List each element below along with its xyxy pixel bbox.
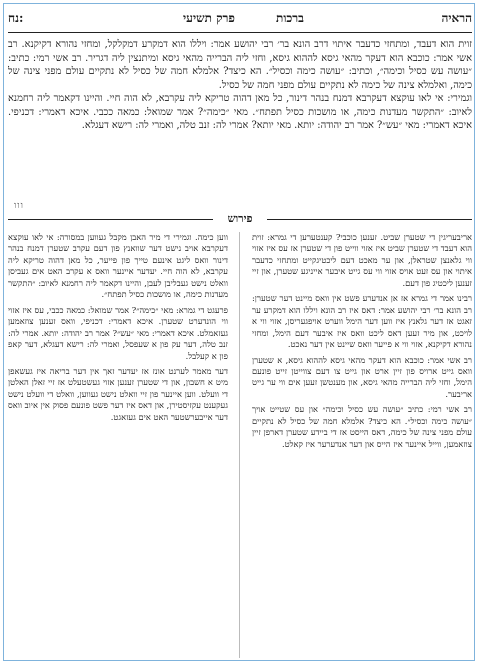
main-text-block	[8, 38, 472, 196]
commentary-paragraph: ווען כימה. וגמירי די מיר האבן מקבל געווען במסורה: אי לאו עוקצא דעקרבא אויב נישט דער שוואנץ פון דעם עקרב שטערן דמנח בנהר דינור וואס ליגט אינעם טייך פון פייער, כל מאן דהוה טריקא ליה עקרבא, לא הוה חיי. יעדער איינער וואס א עקרב האט אים געביסן וואלט נישט געבליבן לעבן, והיינו דקאמר ליה רחמנא לאיוב: ״התקשר מעדנות כימה, או מושכות כסיל תפתח״.	[8, 232, 228, 300]
column-divider	[239, 232, 240, 658]
main-text-paragraph: וגמירי: אי לאו עוקצא דעקרבא דמנח בנהר דינור, כל מאן דהוה טריקא ליה עקרבא, לא הוה חיי. והיינו דקאמר ליה רחמנא לאיוב: ״התקשר מעדנות כימה, או מושכות כסיל תפתח״. מאי ״כימה״? אמר שמואל: כמאה ככבי. איכא דאמרי: דכניפי. איכא דאמרי: מאי ״עש״? אמר רב יהודה: יותא. מאי יותא? אמרי לה: זנב טלה, ואמרי לה: רישא דעגלא.	[8, 93, 472, 131]
commentary-paragraph: רב אשי אמר: כוכבא הוא דעקר מהאי גיסא לההוא גיסא, א שטערן וואס גייט ארויס פון זיין ארט און גייט צו דעם צווייטן זייט פונעם הימל, וחזי ליה הברייה מהאי גיסא, און מענטשן זעען אים ווי ער גייט אריבער.	[252, 354, 472, 399]
commentary-title: פירוש	[227, 212, 253, 225]
commentary-right-column	[252, 232, 472, 658]
commentary-heading	[8, 210, 472, 228]
tractate-name: ברכות	[276, 11, 304, 25]
commentary-paragraph: אריבעריגין די שטערן שביט. זענען כוכבי? קענטערען די גמרא: זוית הוא דעבד די שטערן שביט איז אזוי ווייט פון די שטערן אז עס איז אזוי ווי גלאנצן שטראלן, און ער מאכט דעם ליכטיגקייט ומתחזי כדעבר איתוי און עס זעט אויס אזוי ווי עס גייט איבער אייניגע שטערן, און זיי זענען ליכטיג פון דעם.	[252, 232, 472, 288]
running-header	[8, 8, 472, 33]
section-end-mark: ווו	[14, 201, 24, 211]
main-text-paragraph: זוית הוא דעבד, ומתחזי כדעבר איתוי דרב הונא בר׳ רבי יהושע אמר: ויללו הוא דמקרע דמקלקל, ומחזי נהורא דקיקנא. רב אשי אמר: כוכבא הוא דעקר מהאי גיסא לההוא גיסא, וחזי ליה הברייה מהאי גיסא ומיתנצין ליה דגריר. רב אשי רמי: כתיב: ״עושה עש כסיל וכימה״, וכתיב: ״עושה כימה וכסיל״. הא כיצד? אלמלא חמה של כסיל לא נתקיים עולם מפני צינה של כימה, ואלמלא צינה של כימה לא נתקיים עולם מפני חמה של כסיל.	[8, 39, 472, 91]
edition-title: הראיה	[441, 11, 472, 25]
commentary-paragraph: רבינו אמר די גמרא אז אן אנדערע פשט אין וואס מיינט דער שטערן: רב הונא בר׳ רבי יהושע אמר: דאס איז רב הונא ויללו הוא דמקרע ער זאגט אז דער גלאנץ איז ווען דער הימל ווערט אויפגעריסן, אזוי ווי א לויכט, און מיר זעען דאס ליכט וואס איז איבער דעם הימל, ומחזי נהורא דקיקנא, אזוי ווי א פייער וואס שיינט אין דער נאכט.	[252, 293, 472, 350]
chapter-title: פרק תשיעי	[183, 11, 235, 25]
commentary-left-column	[8, 232, 228, 658]
page-reference: נח:	[8, 11, 24, 25]
commentary-paragraph: דער מאמר לערנט אונז אז יעדער זאך אין דער בריאה איז געשאפן מיט א חשבון, און די שטערן זענען אזוי געשטעלט אז זיי זאלן האלטן די וועלט. ווען איינער פון זיי וואלט נישט געווען, וואלט די וועלט נישט געקענט עקזיסטירן, און דאס איז דער פשט פונעם פסוק אין איוב וואס דער אייבערשטער האט אים געזאגט.	[8, 365, 228, 422]
commentary-paragraph: רב אשי רמי: כתיב ״עושה עש כסיל וכימה״ און עס שטייט אויך ״עושה כימה וכסיל״. הא כיצד? אלמלא חמה של כסיל לא נתקיים עולם מפני צינה של כימה, דאס הייסט אז די ביידע שטערן דארפן זיין צוזאמען, ווייל איינער איז הייס און דער אנדערער איז קאלט.	[252, 404, 472, 449]
commentary-columns	[8, 232, 472, 658]
commentary-paragraph: פרעגט די גמרא: מאי ״כימה״? אמר שמואל: כמאה ככבי, עס איז אזוי ווי הונדערט שטערן. איכא דאמרי: דכניפי, וואס זענען צוזאמען געזאמלט. איכא דאמרי: מאי ״עש״? אמר רב יהודה: יותא. אמרי לה: זנב טלה, דער עק פון א שעפסל, ואמרי לה: רישא דעגלא, דער קאפ פון א קעלבל.	[8, 304, 228, 361]
